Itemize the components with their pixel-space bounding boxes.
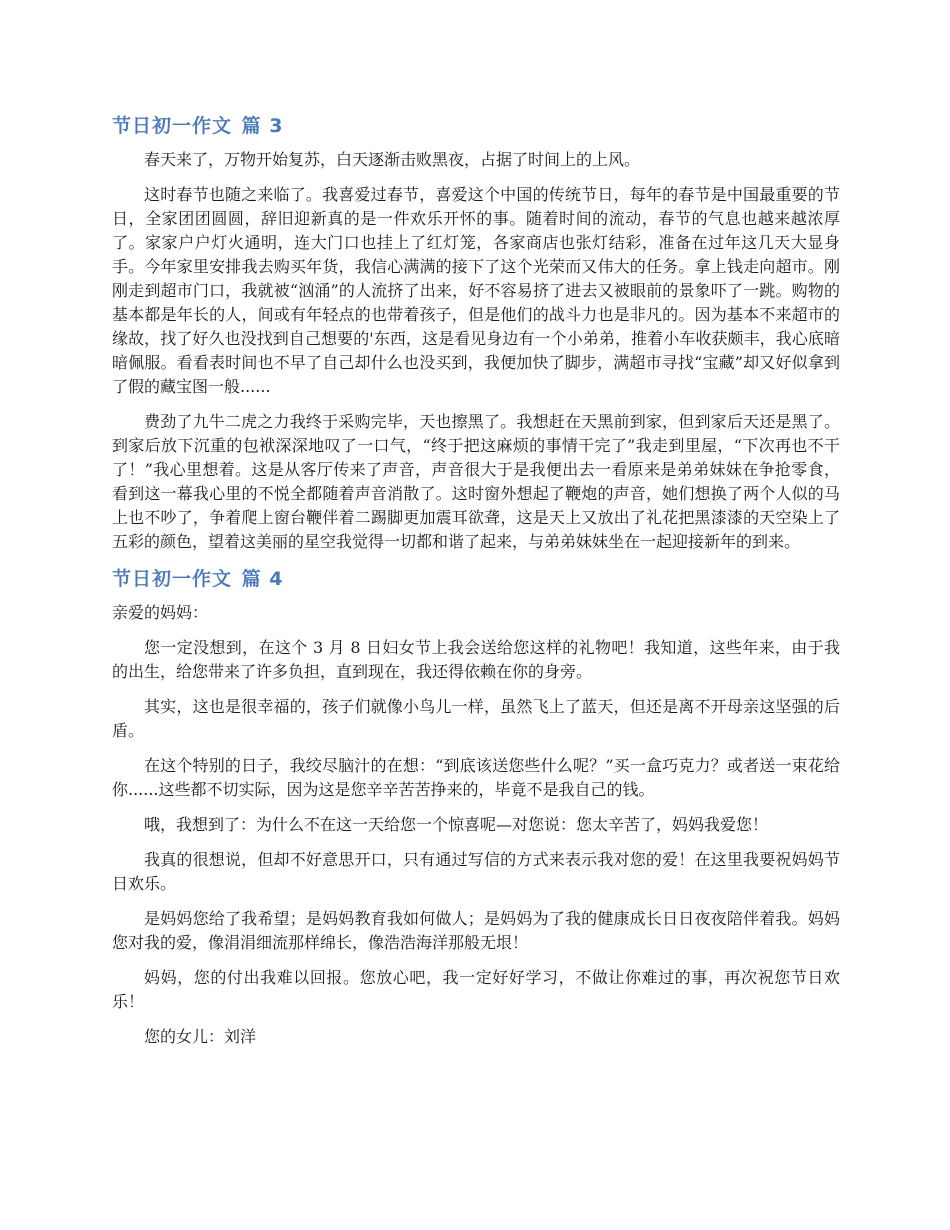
paragraph: 我真的很想说，但却不好意思开口，只有通过写信的方式来表示我对您的爱！在这里我要祝妈妈节日欢乐。 (112, 850, 840, 893)
section-title (112, 112, 840, 140)
letter-salutation: 亲爱的妈妈： (112, 603, 209, 622)
paragraph: 妈妈，您的付出我难以回报。您放心吧，我一定好好学习，不做让你难过的事，再次祝您节日欢乐！ (112, 968, 840, 1011)
paragraph: 费劲了九牛二虎之力我终于采购完毕，天也擦黑了。我想赶在天黑前到家，但到家后天还是黑了。到家后放下沉重的包袱深深地叹了一口气，“终于把这麻烦的事情干完了”我走到里屋，“下次再也不干了！”我心里想着。这是从客厅传来了声音，声音很大于是我便出去一看原来是弟弟妹妹在争抢零食，看到这一幕我心里的不悦全都随着声音消散了。这时窗外想起了鞭炮的声音，她们想换了两个人似的马上也不吵了，争着爬上窗台鞭伴着二踢脚更加震耳欲聋，这是天上又放出了礼花把黑漆漆的天空染上了五彩的颜色，望着这美丽的星空我觉得一切都和谐了起来，与弟弟妹妹坐在一起迎接新年的到来。 (112, 412, 840, 551)
section-title-text: 节日初一作文 (112, 115, 233, 137)
paragraph: 您一定没想到，在这个 3 月 8 日妇女节上我会送给您这样的礼物吧！我知道，这些年来，由于我的出生，给您带来了许多负担，直到现在，我还得依赖在你的身旁。 (112, 638, 840, 681)
section-number: 篇 3 (241, 115, 284, 137)
letter-signature: 您的女儿：刘洋 (144, 1027, 257, 1046)
paragraph: 是妈妈您给了我希望；是妈妈教育我如何做人；是妈妈为了我的健康成长日日夜夜陪伴着我。妈妈您对我的爱，像涓涓细流那样绵长，像浩浩海洋那般无垠！ (112, 909, 840, 952)
essay-section-4 (112, 565, 840, 1049)
paragraph: 哦，我想到了：为什么不在这一天给您一个惊喜呢—对您说：您太辛苦了，妈妈我爱您！ (144, 815, 769, 834)
essay-section-3 (112, 112, 840, 554)
paragraph: 在这个特别的日子，我绞尽脑汁的在想：“到底该送您些什么呢？”买一盒巧克力？或者送一束花给你......这些都不切实际，因为这是您辛辛苦苦挣来的，毕竟不是我自己的钱。 (112, 756, 840, 799)
section-title (112, 565, 840, 593)
paragraph: 春天来了，万物开始复苏，白天逐渐击败黑夜，占据了时间上的上风。 (144, 150, 641, 169)
section-title-text: 节日初一作文 (112, 568, 233, 590)
section-number: 篇 4 (241, 568, 284, 590)
document-page (112, 112, 840, 1060)
paragraph: 其实，这也是很幸福的，孩子们就像小鸟儿一样，虽然飞上了蓝天，但还是离不开母亲这坚强的后盾。 (112, 697, 840, 740)
paragraph: 这时春节也随之来临了。我喜爱过春节，喜爱这个中国的传统节日，每年的春节是中国最重要的节日，全家团团圆圆，辞旧迎新真的是一件欢乐开怀的事。随着时间的流动，春节的气息也越来越浓厚了。家家户户灯火通明，连大门口也挂上了红灯笼，各家商店也张灯结彩，准备在过年这几天大显身手。今年家里安排我去购买年货，我信心满满的接下了这个光荣而又伟大的任务。拿上钱走向超市。刚刚走到超市门口，我就被“汹涌”的人流挤了出来，好不容易挤了进去又被眼前的景象吓了一跳。购物的基本都是年长的人，间或有年轻点的也带着孩子，但是他们的战斗力也是非凡的。因为基本不来超市的缘故，找了好久也没找到自己想要的'东西，这是看见身边有一个小弟弟，推着小车收获颇丰，我心底暗暗佩服。看看表时间也不早了自己却什么也没买到，我便加快了脚步，满超市寻找“宝藏”却又好似拿到了假的藏宝图一般...... (112, 185, 840, 396)
